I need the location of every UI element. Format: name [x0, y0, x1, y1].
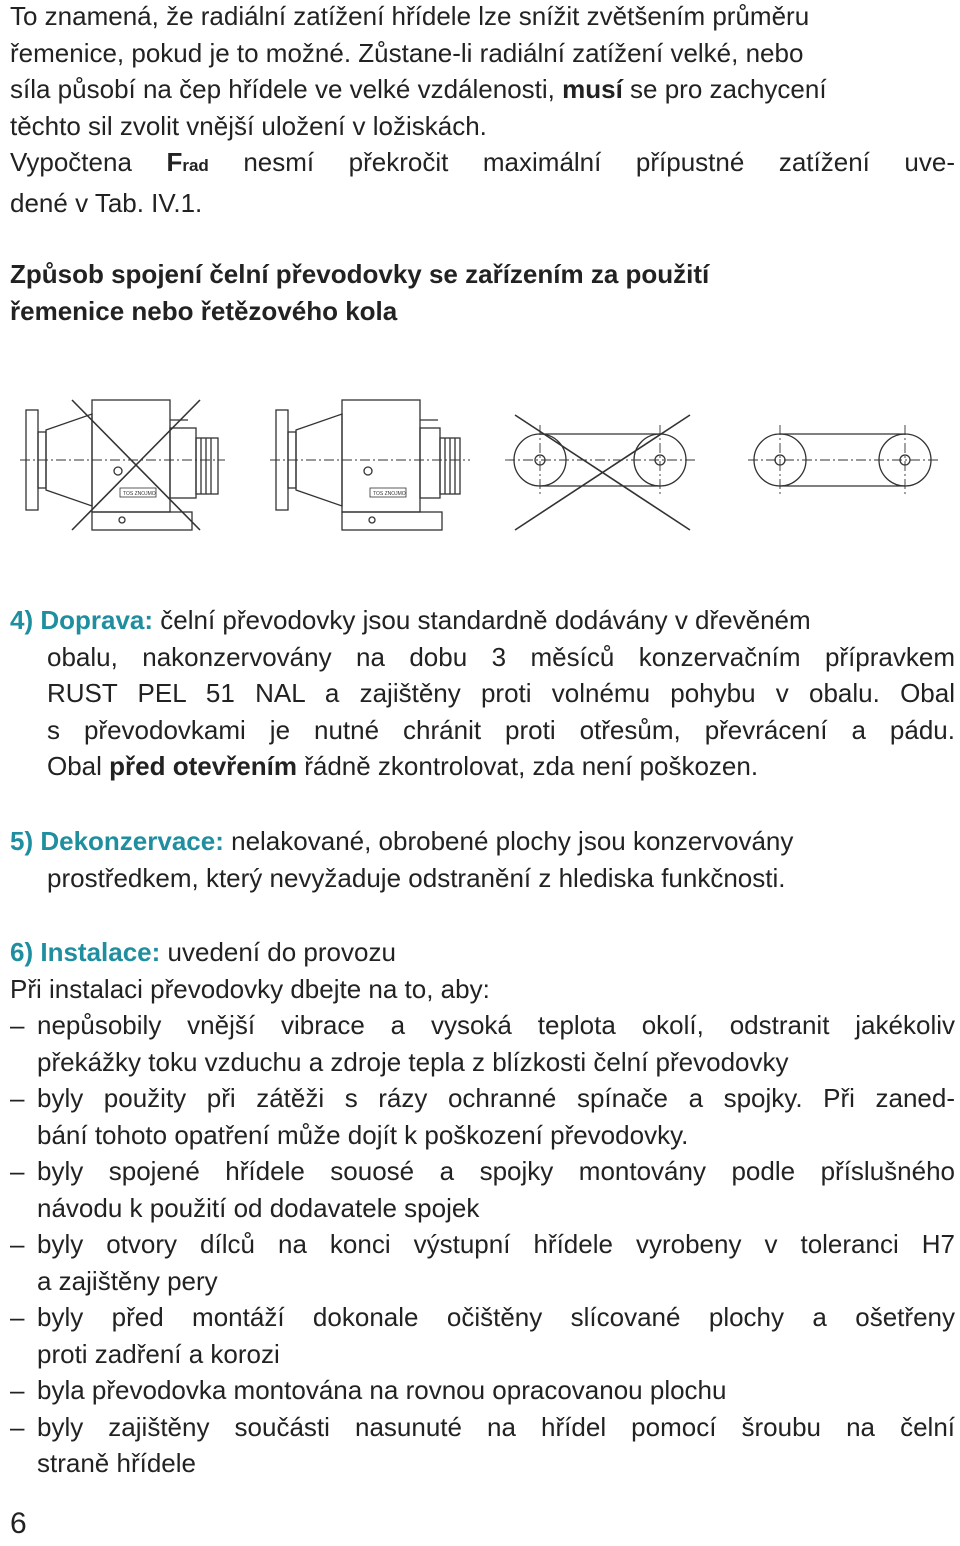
list-item: [10, 1372, 955, 1409]
doprava-section: 4) Doprava: čelní převodovky jsou standardně dodávány v dřevěném obalu, nakonzervovány na dobu 3 měsíců konzervačním přípravkem RUST PEL 51 NAL a zajištěny proti volnému pohybu v obalu. Obal s převodovkami je nutné chránit proti otřesům, převrácení a pádu. Obal před otevřením řádně zkontrolovat, zda není poškozen.: [10, 605, 955, 781]
list-dash: –: [10, 1375, 25, 1405]
list-item-text: byly zajištěny součásti nasunuté na hřídel pomocí šroubu na čelní straně hřídele: [37, 1411, 955, 1478]
dekonzervace-section: 5) Dekonzervace: nelakované, obrobené plochy jsou konzervovány prostředkem, který nevyžaduje odstranění z hlediska funkčnosti.: [10, 826, 794, 893]
gearbox-diagram-2: [270, 400, 470, 530]
intro-line: síla působí na čep hřídele ve velké vzdálenosti, musí se pro zachycení: [10, 74, 827, 104]
list-dash: –: [10, 1302, 25, 1332]
section-heading: Způsob spojení čelní převodovky se zařízením za použití řemenice nebo řetězového kola: [10, 259, 710, 326]
intro-line: dené v Tab. IV.1.: [10, 187, 203, 218]
intro-line: těchto sil zvolit vnější uložení v ložiskách.: [10, 110, 487, 141]
list-dash: –: [10, 1229, 25, 1259]
list-item-text: nepůsobily vnější vibrace a vysoká teplota okolí, odstranit jakékoliv překážky toku vzduchu a zdroje tepla z blízkosti čelní převodovky: [37, 1010, 955, 1077]
pulley: [196, 438, 218, 494]
list-item: [10, 1080, 955, 1153]
belt-drive-crossed: [505, 415, 695, 530]
instalace-list: [10, 1007, 955, 1482]
list-item: [10, 1299, 955, 1372]
intro-line: To znamená, že radiální zatížení hřídele lze snížit zvětšením průměru: [10, 1, 810, 31]
list-item-text: byly před montáží dokonale očištěny slícované plochy a ošetřeny proti zadření a korozi: [37, 1302, 955, 1369]
list-item: [10, 1153, 955, 1226]
list-dash: –: [10, 1156, 25, 1186]
intro-paragraph: [10, 0, 955, 221]
frad-symbol: Frad: [166, 147, 209, 177]
mounting-figure: [0, 380, 960, 540]
list-item-text: byla převodovka montována na rovnou opracovanou plochu: [37, 1375, 727, 1405]
list-item: [10, 1007, 955, 1080]
list-item: [10, 1226, 955, 1299]
page-number: 6: [10, 1507, 27, 1540]
gearbox-diagram-1: [20, 400, 225, 530]
plate-label: TOS ZNOJMO: [373, 491, 406, 497]
list-dash: –: [10, 1083, 25, 1113]
belt-drive-correct: [748, 425, 940, 495]
list-item-text: byly použity při zátěži s rázy ochranné spínače a spojky. Při zaned- bání tohoto opatření může dojít k poškození převodovky.: [37, 1083, 955, 1150]
intro-line: řemenice, pokud je to možné. Zůstane-li radiální zatížení velké, nebo: [10, 37, 804, 68]
list-item: [10, 1409, 955, 1482]
list-item-text: byly spojené hřídele souosé a spojky montovány podle příslušného návodu k použití od dodavatele spojek: [37, 1156, 955, 1223]
intro-line: Vypočtena Frad nesmí překročit maximální přípustné zatížení uve-: [10, 147, 955, 177]
instalace-section: 6) Instalace: uvedení do provozu Při instalaci převodovky dbejte na to, aby: – nepůsobily vnější vibrace a vysoká teplota okolí, odstranit jakékoliv překážky toku vzduchu a zdroje tepla z blízkosti čelní převodovky – byly použity při zátěži s rázy ochranné spínače a spojky. Při zaned- bání tohoto opatření může dojít k poškození převodovky. – byly spojené hřídele souosé a spojky montovány podle příslušného návodu k použití od dodavatele spojek – byly otvory dílců na konci výstupní hřídele vyrobeny v toleranci H7 a zajištěny pery – byly před montáží dokonale očištěny slícované plochy a ošetřeny proti zadření a korozi – byla převodovka montována na rovnou opracovanou plochu – byly zajištěny součásti nasunuté na hřídel pomocí šroubu na čelní straně hřídele: [10, 934, 955, 1482]
list-item-text: byly otvory dílců na konci výstupní hřídele vyrobeny v toleranci H7 a zajištěny pery: [37, 1229, 955, 1296]
section-label: 6) Instalace:: [10, 937, 161, 967]
instalace-intro: Při instalaci převodovky dbejte na to, aby:: [10, 973, 490, 1004]
section-label: 4) Doprava:: [10, 605, 154, 635]
list-dash: –: [10, 1010, 25, 1040]
plate-label: TOS ZNOJMO: [123, 491, 156, 497]
section-label: 5) Dekonzervace:: [10, 826, 224, 856]
list-dash: –: [10, 1411, 25, 1442]
